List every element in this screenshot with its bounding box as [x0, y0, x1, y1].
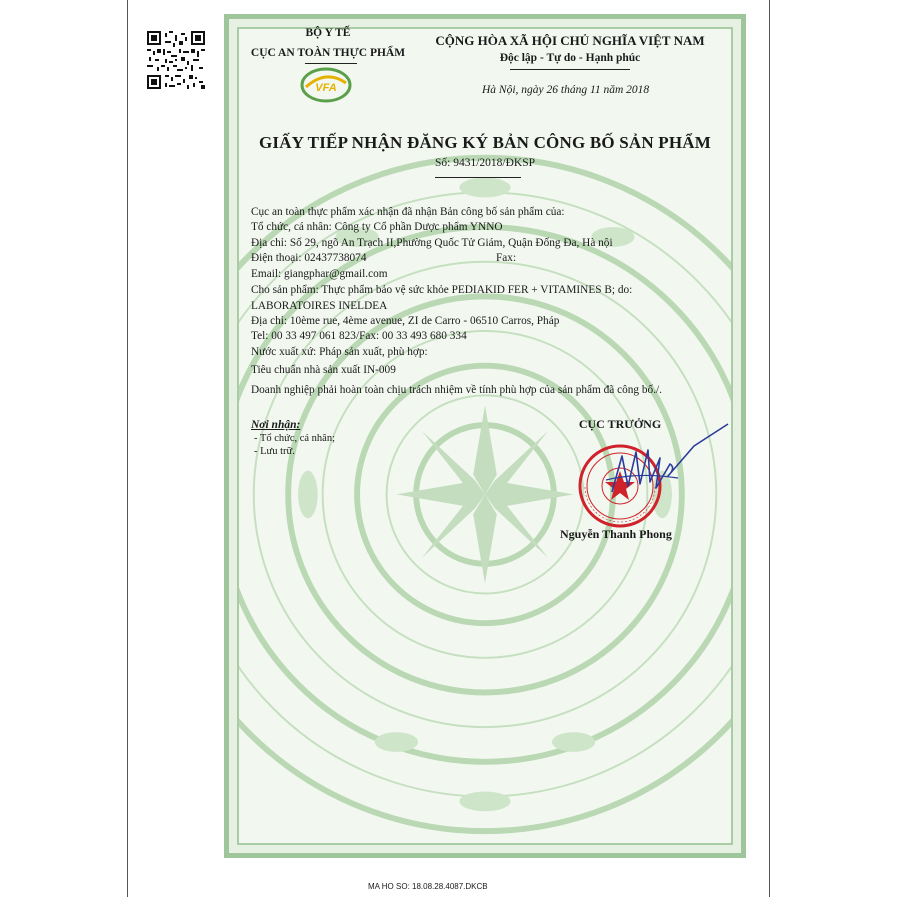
body-line-5: Email: giangphar@gmail.com — [251, 268, 388, 280]
agency-name: CỤC AN TOÀN THỰC PHẨM — [250, 47, 406, 59]
document-number: Số: 9431/2018/ĐKSP — [434, 157, 535, 169]
body-line-8: Địa chỉ: 10ème rue, 4ème avenue, ZI de Carro - 06510 Carros, Pháp — [251, 315, 560, 327]
footer-file-code: MA HO SO: 18.08.28.4087.DKCB — [368, 882, 488, 891]
vfa-logo-text: VFA — [315, 82, 337, 94]
body-line-7: LABORATOIRES INELDEA — [251, 300, 388, 312]
date-line: Hà Nội, ngày 26 tháng 11 năm 2018 — [482, 84, 650, 96]
motto-underline — [510, 69, 630, 70]
nation-motto: Độc lập - Tự do - Hạnh phúc — [499, 52, 641, 64]
ministry-name: BỘ Y TẾ — [305, 27, 351, 39]
body-line-11: Tiêu chuẩn nhà sản xuất IN-009 — [251, 364, 396, 376]
recipient-item-1: - Tổ chức, cá nhân; — [254, 433, 336, 444]
body-line-6: Cho sản phẩm: Thực phẩm bảo vệ sức khỏe PEDIAKID FER + VITAMINES B; do: — [251, 284, 633, 296]
recipients-heading: Nơi nhận: — [251, 419, 301, 431]
handwritten-signature — [598, 422, 730, 508]
number-underline — [435, 177, 521, 178]
body-line-1: Cục an toàn thực phẩm xác nhận đã nhận Bản công bố sản phẩm của: — [251, 206, 565, 218]
signer-name: Nguyễn Thanh Phong — [560, 527, 672, 541]
body-line-2: Tổ chức, cá nhân: Công ty Cổ phần Dược phẩm YNNO — [251, 221, 503, 233]
document-title: GIẤY TIẾP NHẬN ĐĂNG KÝ BẢN CÔNG BỐ SẢN PHẨM — [258, 133, 712, 152]
body-line-12: Doanh nghiệp phải hoàn toàn chịu trách nhiệm về tính phù hợp của sản phẩm đã công bố./. — [251, 384, 662, 396]
body-line-3: Địa chỉ: Số 29, ngõ An Trạch II,Phường Quốc Tử Giám, Quận Đống Đa, Hà nội — [251, 237, 613, 249]
body-line-9: Tel: 00 33 497 061 823/Fax: 00 33 493 680 334 — [251, 330, 467, 342]
body-line-10: Nước xuất xứ: Pháp sản xuất, phù hợp: — [251, 346, 428, 358]
body-line-4: Điện thoại: 02437738074 — [251, 252, 367, 264]
qr-code — [147, 31, 205, 89]
signer-position: CỤC TRƯỞNG — [578, 417, 662, 431]
vfa-logo — [300, 65, 352, 103]
nation-title: CỘNG HÒA XÃ HỘI CHỦ NGHĨA VIỆT NAM — [435, 33, 705, 48]
fax-label: Fax: — [496, 252, 517, 264]
recipient-item-2: - Lưu trữ. — [254, 446, 295, 457]
agency-underline — [305, 63, 357, 64]
